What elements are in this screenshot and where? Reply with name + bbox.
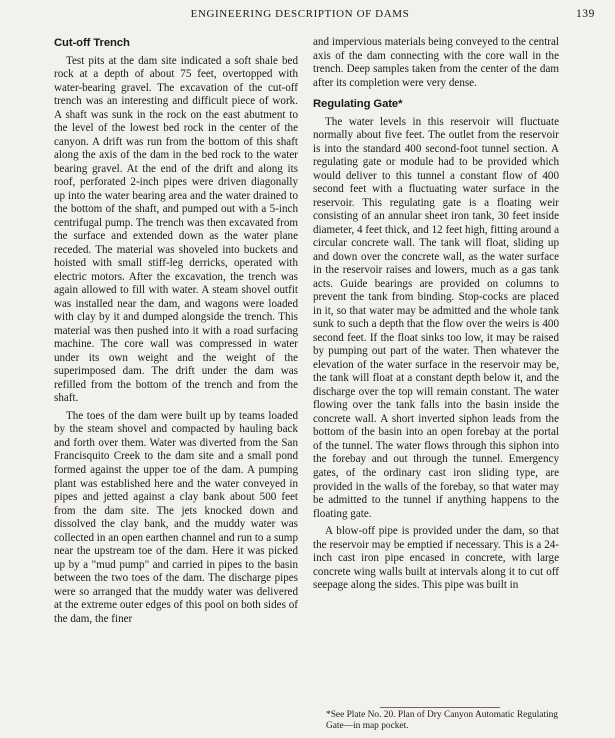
paragraph: A blow-off pipe is provided under the dam, so that the reservoir may be emptied if necessary. This is a 24-inch cast iron pipe encased in concrete, with large concrete wing walls built at intervals along it to cut off seepage along the sides. This pipe was built in	[313, 525, 559, 592]
footnote: *See Plate No. 20. Plan of Dry Canyon Automatic Regulating Gate—in map pocket.	[326, 710, 558, 731]
section-heading-cutoff-trench: Cut-off Trench	[54, 37, 130, 49]
paragraph: Test pits at the dam site indicated a soft shale bed rock at a depth of about 75 feet, overtopped with water-bearing gravel. The excavation of the cut-off trench was an interesting and difficult piece of work. A shaft was sunk in the rock on the east abutment to the level of the lowest bed rock in the center of the canyon. A drift was run from the bottom of this shaft along the axis of the dam in the bed rock to the water bearing gravel. At the end of the drift and along its roof, perforated 2-inch pipes were driven diagonally up into the water bearing area and the water drained to the bottom of the shaft, and pumped out with a 5-inch centrifugal pump. The trench was then excavated from the surface and extended down as the water plane receded. The material was shoveled into buckets and hoisted with small stiff-leg derricks, operated with electric motors. After the excavation, the trench was again allowed to fill with water. A steam shovel outfit was installed near the dam, and wagons were loaded with clay by it and dumped alongside the trench. This material was then pushed into it with a road surfacing machine. The core wall was compressed in water under its own weight and the weight of the superimposed dam. The drift under the dam was refilled from the bottom of the trench and from the shaft.	[54, 54, 298, 405]
page-number: 139	[575, 8, 595, 20]
left-column	[54, 32, 298, 626]
running-head	[0, 8, 615, 24]
running-title: ENGINEERING DESCRIPTION OF DAMS	[190, 8, 410, 20]
paragraph-continued: and impervious materials being conveyed to the central axis of the dam connecting with the core wall in the trench. Deep samples taken from the center of the dam after its completion were very dense.	[313, 36, 559, 89]
section-heading-regulating-gate: Regulating Gate*	[313, 98, 403, 111]
footnote-rule	[380, 707, 500, 708]
paragraph: The toes of the dam were built up by teams loaded by the steam shovel and compacted by hauling back and forth over them. Water was diverted from the San Francisquito Creek to the dam site and a small pond formed against the upper toe of the dam. A pumping plant was established here and the water conveyed in pipes and jetted against a clay bank about 500 feet from the dam site. The jets knocked down and dissolved the clay bank, and the muddy water was collected in an open earthen channel and run to a sump near the upstream toe of the dam. Here it was picked up by a "mud pump" and carried in pipes to the basin between the two toes of the dam. The discharge pipes were so arranged that the muddy water was delivered at the extreme outer edges of this pool on both sides of the dam, the finer	[54, 409, 298, 625]
right-column	[313, 36, 559, 593]
paragraph: The water levels in this reservoir will fluctuate normally about five feet. The outlet from the reservoir is into the standard 400 second-foot tunnel section. A regulating gate or module had to be provided which would deliver to this tunnel a constant flow of 400 second feet with a fluctuating water surface in the reservoir. This regulating gate is a floating weir consisting of an annular sheet iron tank, 30 feet inside diameter, 4 feet thick, and 12 feet high, fitting around a circular concrete wall. The tank will float, sliding up and down over the concrete wall, as the water surface in the reservoir raises and lowers, much as a gas tank acts. Guide bearings are provided on columns to prevent the tank from binding. Stop-cocks are placed in it, so that water may be admitted and the whole tank sunk to such a depth that the flow over the weirs is 400 second feet. If the float sinks too low, it may be raised by pumping out part of the water. Then whatever the elevation of the water surface in the reservoir may be, the tank will float at a constant depth below it, and the discharge over the top will remain constant. The water flowing over the tank falls into the basin inside the concrete wall. A short inverted siphon leads from the bottom of the basin into an open forebay at the portal of the tunnel. The water flows through this siphon into the forebay and out through the tunnel. Emergency gates, of the ordinary cast iron sliding type, are provided in the walls of the forebay, so that water may be admitted to the tunnel if anything happens to the floating gate.	[313, 115, 559, 520]
